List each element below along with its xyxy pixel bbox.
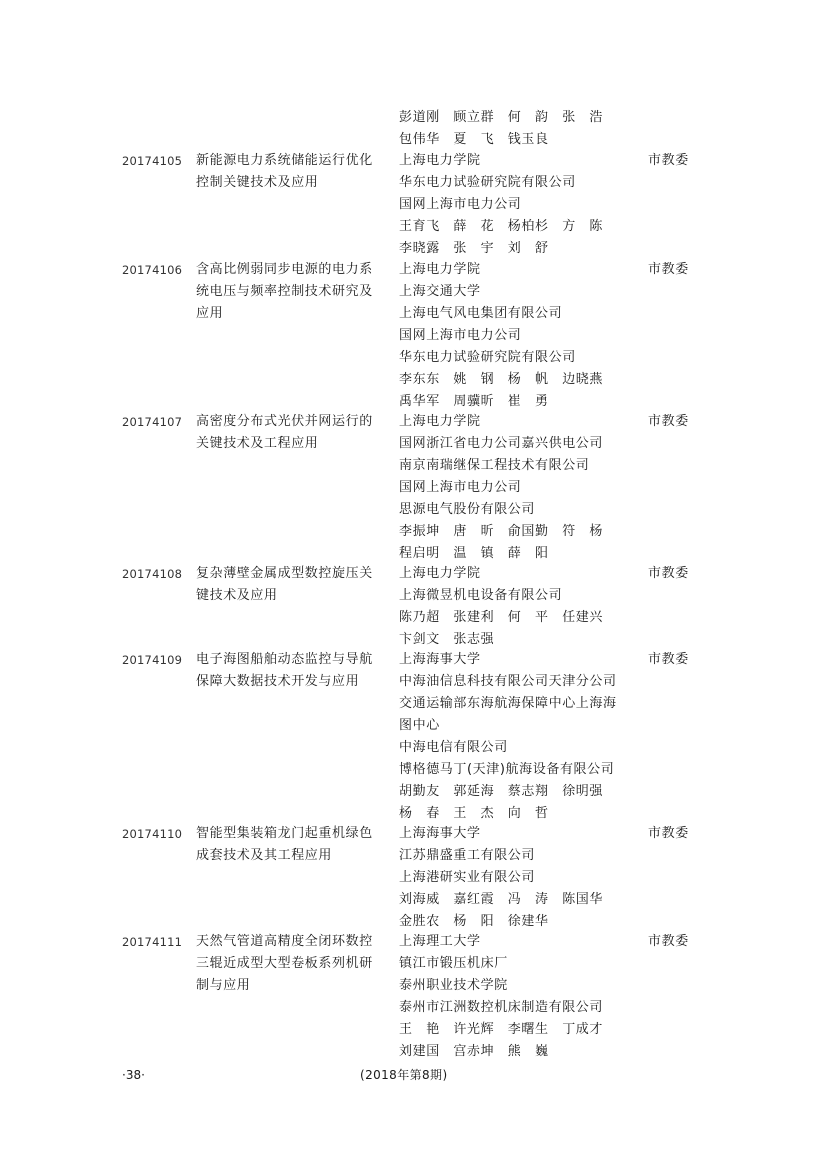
entry-org-line: 国网浙江省电力公司嘉兴供电公司	[399, 436, 604, 451]
entry-org-line: 上海微昱机电设备有限公司	[399, 588, 563, 603]
entry-title-line: 控制关键技术及应用	[196, 175, 319, 190]
entry-id: 20174109	[122, 653, 183, 667]
entry-org-line: 金胜农 杨 阳 徐建华	[399, 914, 549, 929]
entry-title-line: 成套技术及其工程应用	[196, 848, 333, 863]
entry-title-line: 复杂薄壁金属成型数控旋压关	[196, 566, 373, 581]
entry-title-line: 关键技术及工程应用	[196, 436, 319, 451]
issue-label: (2018年第8期)	[360, 1068, 448, 1082]
entry-org-line: 程启明 温 镇 薛 阳	[399, 546, 549, 561]
entry-recommender: 市教委	[648, 153, 689, 168]
entry-title-line: 制与应用	[196, 978, 251, 993]
entry-org-line: 李东东 姚 钢 杨 帆 边晓燕	[399, 372, 604, 387]
entry-recommender: 市教委	[648, 566, 689, 581]
entry-org-line: 上海电力学院	[399, 566, 481, 581]
entry-org-line: 刘建国 宫赤坤 熊 巍	[399, 1044, 549, 1059]
entry-title-line: 天然气管道高精度全闭环数控	[196, 934, 373, 949]
entry-org-line: 刘海威 嘉红霞 冯 涛 陈国华	[399, 892, 604, 907]
entry-org-line: 华东电力试验研究院有限公司	[399, 350, 576, 365]
entry-org-line: 江苏鼎盛重工有限公司	[399, 848, 536, 863]
entry-org-line: 交通运输部东海航海保障中心上海海	[399, 696, 617, 711]
entry-title-line: 电子海图船舶动态监控与导航	[196, 652, 373, 667]
entry-org-line: 上海电力学院	[399, 153, 481, 168]
entry-org-line: 泰州市江洲数控机床制造有限公司	[399, 1000, 604, 1015]
entry-recommender: 市教委	[648, 414, 689, 429]
entry-id: 20174105	[122, 154, 183, 168]
entry-title-line: 保障大数据技术开发与应用	[196, 674, 360, 689]
continued-names-line-1: 彭道刚 顾立群 何 韵 张 浩	[399, 110, 604, 125]
entry-org-line: 泰州职业技术学院	[399, 978, 508, 993]
entry-title-line: 统电压与频率控制技术研究及	[196, 284, 373, 299]
entry-org-line: 博格德马丁(天津)航海设备有限公司	[399, 762, 615, 777]
entry-id: 20174107	[122, 415, 183, 429]
entry-org-line: 禹华军 周骥昕 崔 勇	[399, 394, 549, 409]
continued-names-line-2: 包伟华 夏 飞 钱玉良	[399, 132, 549, 147]
entry-id: 20174111	[122, 935, 183, 949]
entry-org-line: 国网上海市电力公司	[399, 197, 522, 212]
entry-org-line: 上海交通大学	[399, 284, 481, 299]
entry-org-line: 思源电气股份有限公司	[399, 502, 536, 517]
entry-id: 20174108	[122, 567, 183, 581]
page-number: ·38·	[122, 1068, 145, 1082]
entry-org-line: 王 艳 许光辉 李曙生 丁成才	[399, 1022, 604, 1037]
entry-org-line: 杨 春 王 杰 向 哲	[399, 806, 549, 821]
entry-title-line: 键技术及应用	[196, 588, 278, 603]
entry-org-line: 胡勤友 郭延海 蔡志翔 徐明强	[399, 784, 604, 799]
entry-org-line: 陈乃超 张建利 何 平 任建兴	[399, 610, 604, 625]
entry-org-line: 南京南瑞继保工程技术有限公司	[399, 458, 590, 473]
entry-org-line: 国网上海市电力公司	[399, 480, 522, 495]
entry-org-line: 上海电力学院	[399, 414, 481, 429]
entry-recommender: 市教委	[648, 262, 689, 277]
entry-org-line: 李振坤 唐 昕 俞国勤 符 杨	[399, 524, 604, 539]
entry-id: 20174110	[122, 827, 183, 841]
entry-org-line: 卞剑文 张志强	[399, 632, 495, 647]
entry-org-line: 图中心	[399, 718, 440, 733]
entry-title-line: 智能型集装箱龙门起重机绿色	[196, 826, 373, 841]
entry-org-line: 国网上海市电力公司	[399, 328, 522, 343]
entry-org-line: 上海电气风电集团有限公司	[399, 306, 563, 321]
entry-org-line: 中海电信有限公司	[399, 740, 508, 755]
entry-recommender: 市教委	[648, 826, 689, 841]
entry-title-line: 含高比例弱同步电源的电力系	[196, 262, 373, 277]
entry-org-line: 镇江市锻压机床厂	[399, 956, 508, 971]
entry-recommender: 市教委	[648, 652, 689, 667]
entry-org-line: 上海理工大学	[399, 934, 481, 949]
entry-recommender: 市教委	[648, 934, 689, 949]
entry-org-line: 中海油信息科技有限公司天津分公司	[399, 674, 617, 689]
entry-org-line: 王育飞 薛 花 杨柏杉 方 陈	[399, 219, 604, 234]
entry-org-line: 华东电力试验研究院有限公司	[399, 175, 576, 190]
entry-org-line: 李晓露 张 宇 刘 舒	[399, 241, 549, 256]
entry-org-line: 上海海事大学	[399, 826, 481, 841]
entry-title-line: 新能源电力系统储能运行优化	[196, 153, 373, 168]
entry-id: 20174106	[122, 263, 183, 277]
entry-org-line: 上海海事大学	[399, 652, 481, 667]
entry-title-line: 高密度分布式光伏并网运行的	[196, 414, 373, 429]
entry-org-line: 上海港研实业有限公司	[399, 870, 536, 885]
entry-org-line: 上海电力学院	[399, 262, 481, 277]
entry-title-line: 三辊近成型大型卷板系列机研	[196, 956, 373, 971]
entry-title-line: 应用	[196, 306, 224, 321]
